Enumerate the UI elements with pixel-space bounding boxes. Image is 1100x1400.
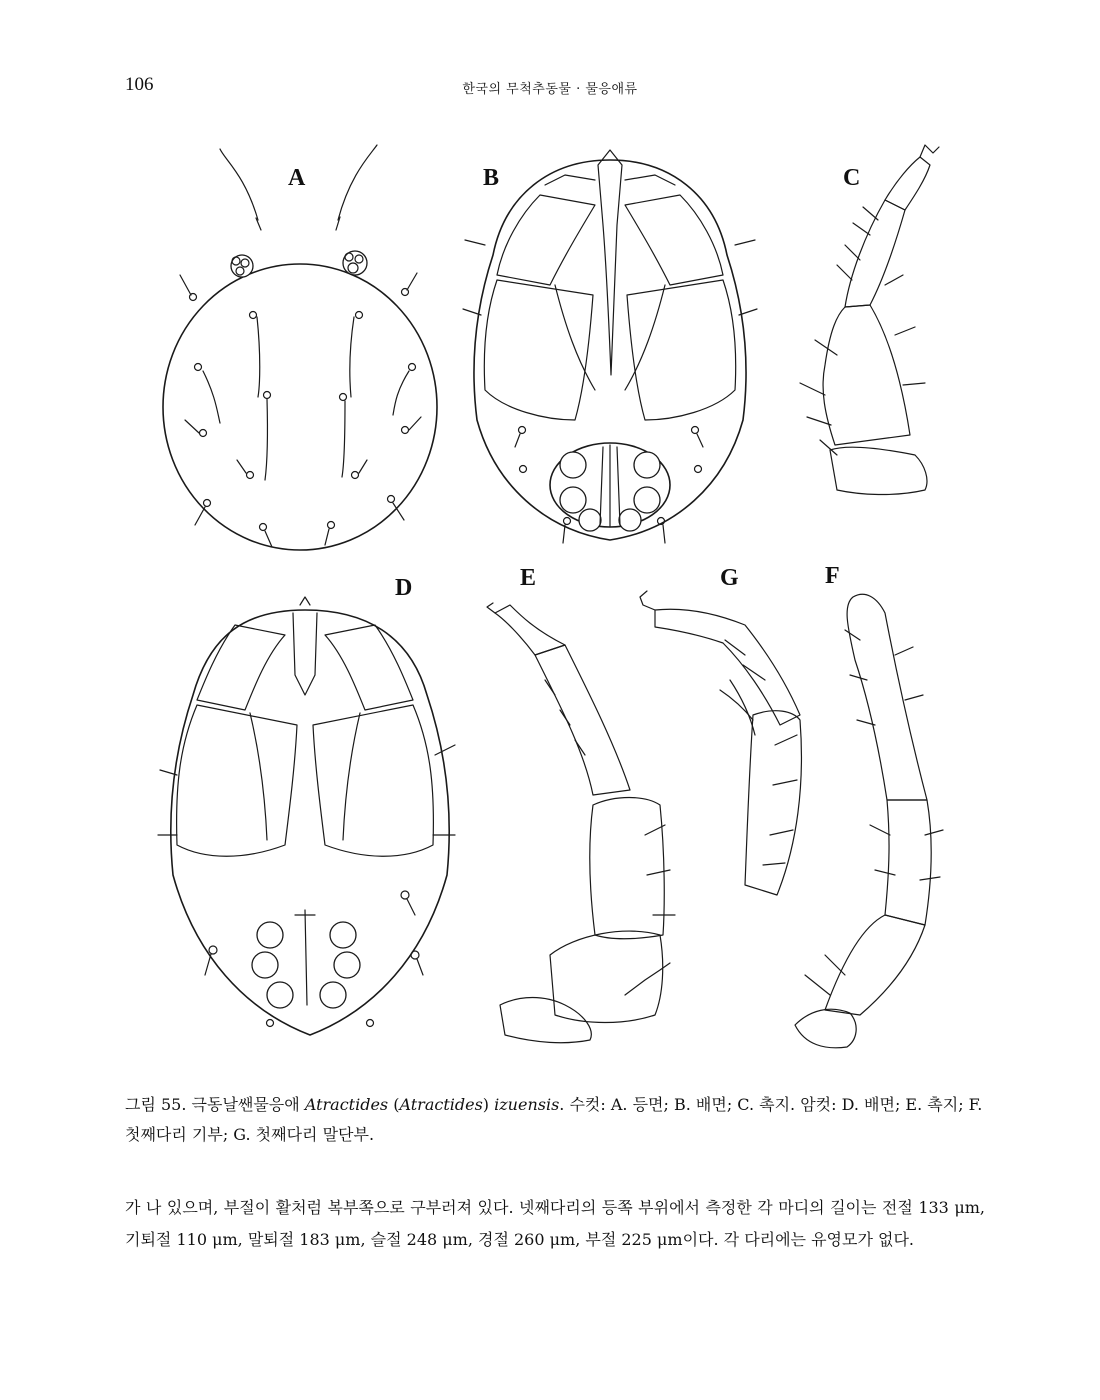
running-head: 한국의 무척추동물 · 물응애류 <box>462 82 638 97</box>
panel-d-label: D <box>395 575 413 601</box>
panel-e-palp-female-drawing <box>487 603 675 1043</box>
panel-f-label: F <box>825 563 840 589</box>
panel-a-label: A <box>288 165 306 191</box>
panel-g-leg-distal-drawing <box>640 591 801 895</box>
caption-genus: Atractides <box>304 1095 389 1114</box>
caption-rest: . 수컷: A. 등면; B. 배면; C. 촉지. 암컷: D. 배면; E. 촉지; F. 첫째다리 기부; G. 첫째다리 말단부. <box>125 1095 983 1144</box>
panel-b-label: B <box>483 165 500 191</box>
panel-e-label: E <box>520 565 537 591</box>
panel-g-label: G <box>720 565 739 591</box>
caption-subgenus-close: ) <box>482 1095 495 1114</box>
panel-d-ventral-female-drawing <box>158 597 455 1035</box>
panel-c-palp-male-drawing <box>800 145 939 495</box>
panel-a-dorsal-drawing <box>163 145 437 550</box>
figure-caption <box>125 1090 985 1150</box>
caption-subgenus-open: ( <box>388 1095 400 1114</box>
caption-subgenus: Atractides <box>399 1095 483 1114</box>
caption-species: izuensis <box>494 1095 560 1114</box>
panel-f-leg-basal-drawing <box>795 594 943 1048</box>
page-number: 106 <box>125 74 154 95</box>
panel-c-label: C <box>843 165 861 191</box>
figure-plate <box>125 135 985 1065</box>
panel-b-ventral-male-drawing <box>463 150 757 543</box>
caption-prefix: 그림 55. 극동날쌘물응애 <box>125 1095 305 1114</box>
body-paragraph: 가 나 있으며, 부절이 활처럼 복부쪽으로 구부러져 있다. 넷째다리의 등쪽 부위에서 측정한 각 마디의 길이는 전절 133 μm, 기퇴절 110 μm, 말퇴절 183 μm, 슬절 248 μm, 경절 260 μm, 부절 225 μm이다. 각 다리에는 유영모가 없다. <box>125 1198 985 1249</box>
